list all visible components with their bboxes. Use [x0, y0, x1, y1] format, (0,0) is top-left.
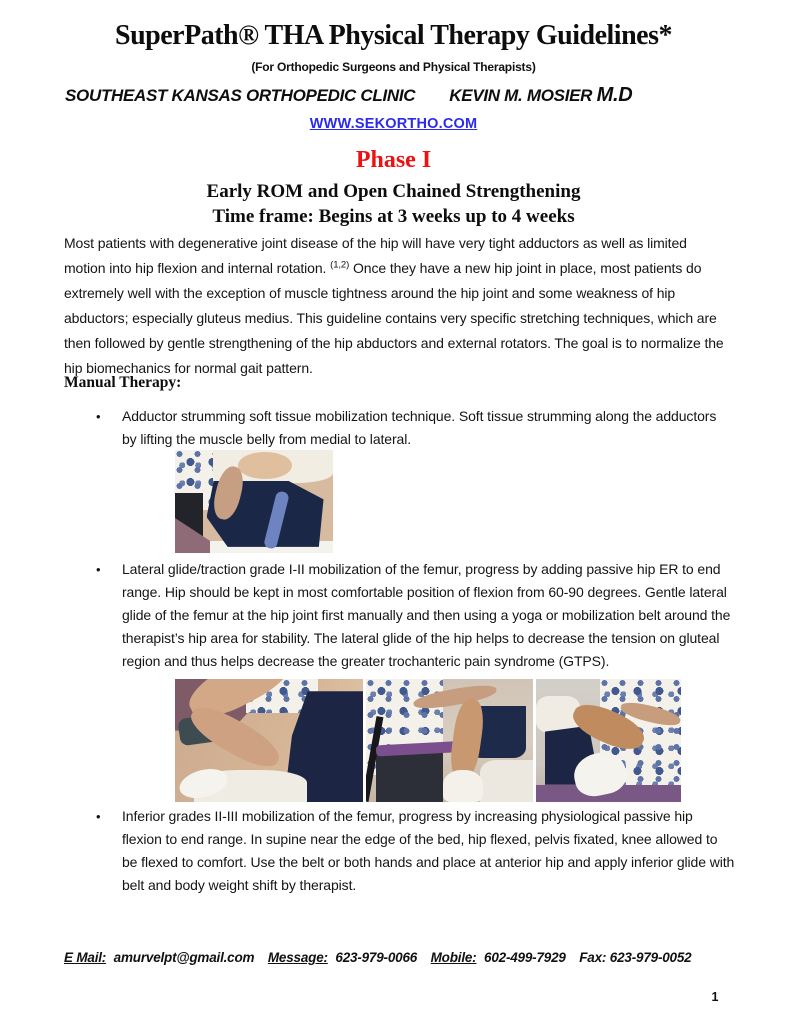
page-subtitle: (For Orthopedic Surgeons and Physical Therapists) [251, 60, 536, 74]
doctor-name: KEVIN M. MOSIER [449, 86, 593, 105]
contact-footer [64, 950, 744, 965]
mobile-value: 602-499-7929 [484, 950, 566, 965]
bullet-icon: • [96, 809, 101, 824]
manual-therapy-heading: Manual Therapy: [64, 374, 182, 391]
doctor-title: M.D [596, 84, 633, 106]
photo-shape [238, 452, 292, 479]
fax-value: 623-979-0052 [609, 950, 692, 965]
email-value: amurvelpt@gmail.com [113, 950, 255, 965]
citation-superscript: (1,2) [330, 259, 350, 271]
bullet-text: Lateral glide/traction grade I-II mobilization of the femur, progress by adding passive hip ER to end range. Hip should be kept in most comfortable position of flexion from 60-90 degrees. Gentle lateral glide of the femur at the hip joint first manually and then using a yoga or mobilization belt around the therapist’s hip area for stability. The lateral glide of the hip helps to decrease the tension on gluteal region and thus helps decrease the greater trochanteric pain syndrome (GTPS). [122, 561, 731, 669]
page-number: 1 [711, 990, 719, 1004]
bullet-adductor-strumming [96, 405, 726, 451]
phase-heading: Phase I [355, 147, 432, 173]
photo-adductor-strumming [175, 450, 333, 553]
bullet-inferior-glide [96, 805, 736, 897]
clinic-name: SOUTHEAST KANSAS ORTHOPEDIC CLINIC [65, 86, 416, 105]
intro-text-2: Once they have a new hip joint in place, most patients do extremely well with the exception of muscle tightness around the hip joint and some weakness of hip abductors; especially gluteus medius. This guideline contains very specific stretching techniques, which are then followed by gentle strengthening of the hip abductors and external rotators. The goal is to normalize the hip biomechanics for normal gait pattern. [64, 260, 724, 376]
page-title: SuperPath® THA Physical Therapy Guidelines* [115, 20, 672, 51]
fax-label: Fax: [579, 950, 607, 965]
message-value: 623-979-0066 [335, 950, 418, 965]
photo-shape [480, 760, 533, 802]
photo-sidelying-knee-flexed [175, 679, 363, 802]
message-label: Message: [267, 950, 328, 965]
intro-paragraph [64, 231, 732, 381]
intro-text-1: Most patients with degenerative joint disease of the hip will have very tight adductors as well as limited motion into hip flexion and internal rotation. [64, 235, 687, 276]
website-row [0, 115, 787, 133]
photo-belt-lateral-glide [366, 679, 533, 802]
website-link[interactable]: WWW.SEKORTHO.COM [309, 116, 478, 132]
mobile-label: Mobile: [430, 950, 477, 965]
bullet-lateral-glide [96, 558, 736, 673]
photo-shape [443, 770, 483, 802]
clinic-line [65, 84, 725, 107]
bullet-icon: • [96, 409, 101, 424]
email-label: E Mail: [64, 950, 107, 965]
phase-subheading-2: Time frame: Begins at 3 weeks up to 4 weeks [212, 206, 575, 227]
bullet-text: Adductor strumming soft tissue mobilization technique. Soft tissue strumming along the adductors by lifting the muscle belly from medial to lateral. [122, 408, 717, 447]
phase-subheading-1: Early ROM and Open Chained Strengthening [206, 181, 581, 202]
photo-knee-support-hold [536, 679, 681, 802]
bullet-text: Inferior grades II-III mobilization of the femur, progress by increasing physiological passive hip flexion to end range. In supine near the edge of the bed, hip flexed, pelvis fixated, knee allowed to be flexed to comfort. Use the belt or both hands and place at anterior hip and apply inferior glide with belt and body weight shift by therapist. [122, 808, 735, 893]
bullet-icon: • [96, 562, 101, 577]
photo-shape [376, 750, 443, 802]
